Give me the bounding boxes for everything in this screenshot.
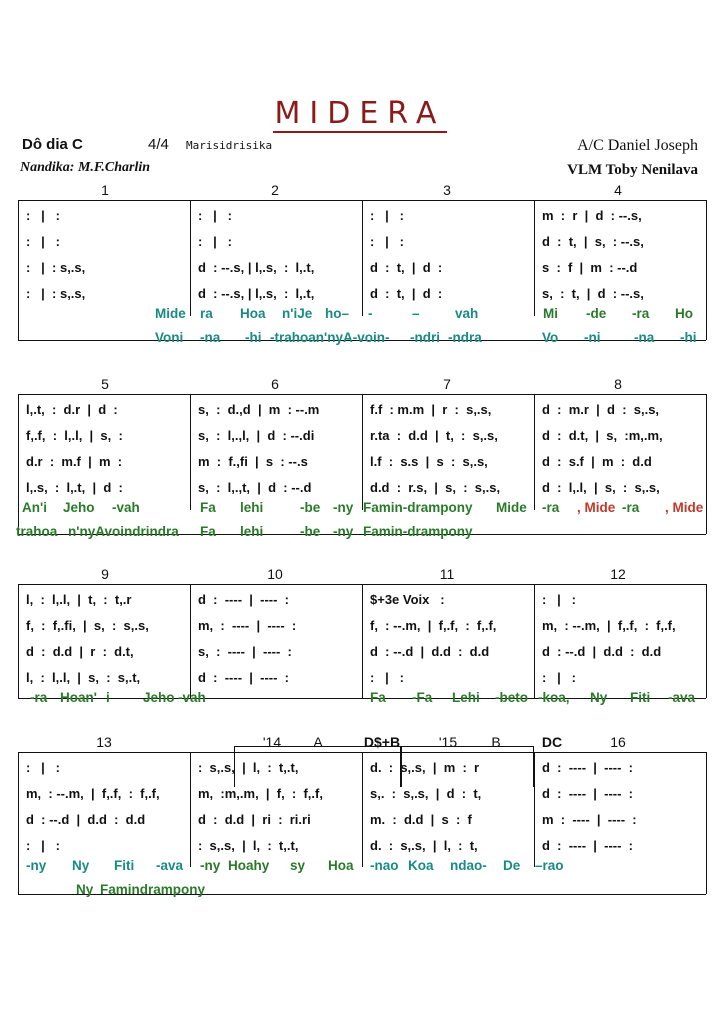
lyric-syllable: -trahoan'nyA-voin- <box>270 330 390 345</box>
lyric-syllable: -na <box>634 330 655 345</box>
measure-number: DC <box>541 734 563 750</box>
lyric-syllable: -be <box>300 524 321 539</box>
note-cell: d. : s,.s, | m : r <box>370 760 480 775</box>
lyric-syllable: Mide <box>155 306 186 321</box>
note-cell: m. : d.d | s : f <box>370 812 472 827</box>
lyric-syllable: Vo <box>542 330 559 345</box>
volta-1-box <box>234 746 402 787</box>
measure-number: 6 <box>271 376 279 392</box>
note-cell: s, : d.,d | m : --.m <box>198 402 320 417</box>
lyric-syllable: -vah <box>178 690 206 705</box>
measure-number: 7 <box>443 376 451 392</box>
note-cell: d : d.d | r : d.t, <box>26 644 134 659</box>
lyric-syllable: -ny <box>26 858 47 873</box>
note-cell: s, : l,.,t, | d : --.d <box>198 480 312 495</box>
note-cell: d : t, | d : <box>370 286 443 301</box>
lyric-syllable: De <box>503 858 521 873</box>
barline <box>706 584 707 698</box>
note-cell: d : t, | s, : --.s, <box>542 234 644 249</box>
barline <box>706 200 707 340</box>
note-cell: m : f.,fi | s : --.s <box>198 454 308 469</box>
key-signature: Dô dia C <box>22 136 83 153</box>
lyric-syllable: -ndri <box>410 330 440 345</box>
note-cell: m, : --.m, | f,.f, : f,.f, <box>542 618 676 633</box>
lyric-syllable: n'nyAvoindrindra <box>68 524 179 539</box>
time-signature: 4/4 <box>148 136 169 153</box>
score-system <box>0 734 720 914</box>
measure-number: '15 <box>438 734 458 750</box>
lyric-syllable: ho– <box>325 306 350 321</box>
voix-box <box>362 584 463 609</box>
composer-credit: A/C Daniel Joseph <box>577 137 698 154</box>
note-cell: d. : s,.s, | l, : t, <box>370 838 478 853</box>
note-cell: m, :m,.m, | f, : f,.f, <box>198 786 323 801</box>
score-system <box>0 376 720 556</box>
note-cell: f, : f,.fi, | s, : s,.s, <box>26 618 149 633</box>
barline <box>534 752 535 867</box>
note-cell: s, : ---- | ---- : <box>198 644 292 659</box>
note-cell: f,.f, : l,.l, | s, : <box>26 428 123 443</box>
measure-number: A <box>313 734 323 750</box>
note-cell: d : ---- | ---- : <box>198 592 289 607</box>
lyric-syllable: Hoan' <box>60 690 97 705</box>
note-cell: d : s.f | m : d.d <box>542 454 652 469</box>
lyric-syllable: ndao- <box>450 858 487 873</box>
lyric-syllable: An'i <box>22 500 47 515</box>
lyric-syllable: Hoahy <box>228 858 270 873</box>
lyric-syllable: -ra <box>30 690 48 705</box>
note-cell: r.ta : d.d | t, : s,.s, <box>370 428 498 443</box>
lyric-syllable: ra <box>200 306 213 321</box>
note-cell: m, : ---- | ---- : <box>198 618 297 633</box>
arranger-credit: VLM Toby Nenilava <box>567 162 698 178</box>
lyric-syllable: trahoa <box>16 524 58 539</box>
measure-number: '14 <box>262 734 282 750</box>
note-cell: d : d.d | ri : ri.ri <box>198 812 311 827</box>
note-cell: : | : s,.s, <box>26 260 86 275</box>
note-cell: f, : --.m, | f,.f, : f,.f, <box>370 618 497 633</box>
barline <box>190 584 191 699</box>
lyric-syllable: -ra <box>632 306 650 321</box>
lyric-syllable: n'iJe <box>282 306 313 321</box>
note-cell: d : ---- | ---- : <box>198 670 289 685</box>
note-cell: : | : <box>542 592 576 607</box>
lyric-syllable: Voni <box>155 330 184 345</box>
note-cell: : | : <box>26 760 60 775</box>
barline <box>190 394 191 510</box>
lyric-syllable: Mi <box>543 306 558 321</box>
song-title <box>0 96 720 131</box>
note-cell: l, : l,.l, | s, : s,.t, <box>26 670 141 685</box>
lyric-syllable: Jeho <box>143 690 175 705</box>
lyric-syllable: Fa <box>200 524 216 539</box>
lyric-syllable: -ava <box>668 690 696 705</box>
note-cell: : | : <box>26 234 60 249</box>
note-cell: d : --.d | d.d : d.d <box>26 812 146 827</box>
barline <box>18 200 19 340</box>
lyric-syllable: -be <box>300 500 321 515</box>
lyric-syllable: -ava <box>156 858 184 873</box>
note-cell: d.r : m.f | m : <box>26 454 123 469</box>
lyric-syllable: -ny <box>333 500 354 515</box>
note-cell: d : --.d | d.d : d.d <box>542 644 662 659</box>
lyric-syllable: -na <box>200 330 221 345</box>
lyric-syllable: -Fa <box>412 690 433 705</box>
lyric-syllable: vah <box>455 306 479 321</box>
note-cell: : | : <box>370 670 404 685</box>
note-cell: : | : <box>26 208 60 223</box>
note-cell: f.f : m.m | r : s,.s, <box>370 402 492 417</box>
measure-number: 16 <box>610 734 626 750</box>
lyric-syllable: Hoa <box>328 858 354 873</box>
note-cell: s : f | m : --.d <box>542 260 638 275</box>
lyric-syllable: -ni <box>584 330 601 345</box>
volta-2-box <box>400 746 534 787</box>
note-cell: l, : l,.l, | t, : t,.r <box>26 592 132 607</box>
lyric-syllable: -ny <box>333 524 354 539</box>
lyric-syllable: -hi <box>245 330 262 345</box>
barline <box>362 394 363 510</box>
note-cell: d : ---- | ---- : <box>542 786 633 801</box>
measure-number: 11 <box>439 566 455 582</box>
measure-number: 2 <box>271 182 279 198</box>
note-cell: d : ---- | ---- : <box>542 838 633 853</box>
lyric-syllable: -ny <box>200 858 221 873</box>
lyric-syllable: Fa <box>200 500 216 515</box>
note-cell: : | : <box>26 838 60 853</box>
measure-number: 3 <box>443 182 451 198</box>
note-cell: d : t, | d : <box>370 260 443 275</box>
lyric-syllable: Ny <box>76 882 94 897</box>
measure-number: 12 <box>610 566 626 582</box>
song-title-text: MIDERA <box>274 96 446 131</box>
lyric-syllable: -hi <box>680 330 697 345</box>
measure-number: D$+B <box>363 734 401 750</box>
note-cell: : | : <box>198 208 232 223</box>
note-cell: l,.t, : d.r | d : <box>26 402 118 417</box>
note-cell: d : --.s, | l,.s, : l,.t, <box>198 260 315 275</box>
lyric-syllable: , Mide <box>577 500 616 515</box>
lyric-syllable: Lehi <box>452 690 480 705</box>
score-system <box>0 566 720 746</box>
lyric-syllable: - <box>368 306 373 321</box>
measure-number: 9 <box>101 566 109 582</box>
lyric-syllable: Fiti <box>114 858 135 873</box>
lyric-syllable: Famindrampony <box>100 882 206 897</box>
lyric-syllable: i <box>106 690 110 705</box>
barline <box>706 752 707 894</box>
note-cell: l,.s, : l,.t, | d : <box>26 480 123 495</box>
note-cell: : | : <box>198 234 232 249</box>
lyric-syllable: –rao <box>535 858 564 873</box>
lyric-syllable: -ndra <box>448 330 482 345</box>
note-cell: : | : <box>370 208 404 223</box>
score-system <box>0 182 720 362</box>
lyric-syllable: Famin-drampony <box>363 500 473 515</box>
barline <box>706 394 707 534</box>
lyric-syllable: Mide <box>496 500 527 515</box>
note-cell: m : ---- | ---- : <box>542 812 637 827</box>
lyric-syllable: lehi <box>240 524 264 539</box>
note-cell: : | : <box>370 234 404 249</box>
note-cell: : s,.s, | l, : t,.t, <box>198 838 299 853</box>
lyric-syllable: Koa <box>408 858 434 873</box>
note-cell: l.f : s.s | s : s,.s, <box>370 454 488 469</box>
note-cell: m : r | d : --.s, <box>542 208 642 223</box>
measure-number: 8 <box>614 376 622 392</box>
note-cell: d : --.d | d.d : d.d <box>370 644 490 659</box>
lyric-syllable: Fa <box>370 690 386 705</box>
note-cell: s, : t, | d : --.s, <box>542 286 644 301</box>
lyric-syllable: Fiti <box>630 690 651 705</box>
lyric-syllable: lehi <box>240 500 264 515</box>
lyric-syllable: -nao <box>370 858 399 873</box>
note-cell: d : --.s, | l,.s, : l,.t, <box>198 286 315 301</box>
note-cell: d : m.r | d : s,.s, <box>542 402 660 417</box>
measure-number: 10 <box>267 566 283 582</box>
lyric-syllable: Ho <box>675 306 693 321</box>
lyric-syllable: Jeho <box>63 500 95 515</box>
note-cell: d : d.t, | s, :m,.m, <box>542 428 663 443</box>
measure-number: 4 <box>614 182 622 198</box>
note-cell: d.d : r.s, | s, : s,.s, <box>370 480 501 495</box>
lyric-syllable: sy <box>290 858 306 873</box>
barline <box>534 200 535 316</box>
lyric-syllable: -vah <box>112 500 140 515</box>
measure-number: 1 <box>101 182 109 198</box>
barline <box>18 752 19 894</box>
lyric-syllable: – <box>412 306 420 321</box>
note-cell: : | : <box>542 670 576 685</box>
lyric-syllable: Hoa <box>240 306 266 321</box>
measure-number: B <box>491 734 501 750</box>
barline <box>18 584 19 698</box>
lyric-syllable: , Mide <box>665 500 704 515</box>
lyric-syllable: -de <box>586 306 607 321</box>
lyric-syllable: Famin-drampony <box>363 524 473 539</box>
note-cell: m, : --.m, | f,.f, : f,.f, <box>26 786 160 801</box>
note-cell: s,. : s,.s, | d : t, <box>370 786 482 801</box>
lyricist-credit: Nandika: M.F.Charlin <box>20 160 151 175</box>
measure-number: 13 <box>96 734 112 750</box>
measure-number: 5 <box>101 376 109 392</box>
lyric-syllable: -ra <box>542 500 560 515</box>
note-cell: : s,.s, | l, : t,.t, <box>198 760 299 775</box>
style-label: Marisidrisika <box>186 139 273 152</box>
barline <box>534 584 535 699</box>
note-cell: : | : s,.s, <box>26 286 86 301</box>
lyric-syllable: -ra <box>622 500 640 515</box>
note-cell: s, : l,.,l, | d : --.di <box>198 428 315 443</box>
lyric-syllable: -beto <box>495 690 528 705</box>
barline <box>18 394 19 534</box>
note-cell: d : ---- | ---- : <box>542 760 633 775</box>
lyric-syllable: -koa, <box>538 690 570 705</box>
note-cell: $+3e Voix : <box>370 592 445 607</box>
barline <box>362 200 363 316</box>
barline <box>190 752 191 867</box>
barline <box>534 394 535 510</box>
barline <box>190 200 191 316</box>
note-cell: d : l,.l, | s, : s,.s, <box>542 480 660 495</box>
lyric-syllable: Ny <box>72 858 90 873</box>
lyric-syllable: Ny <box>590 690 608 705</box>
